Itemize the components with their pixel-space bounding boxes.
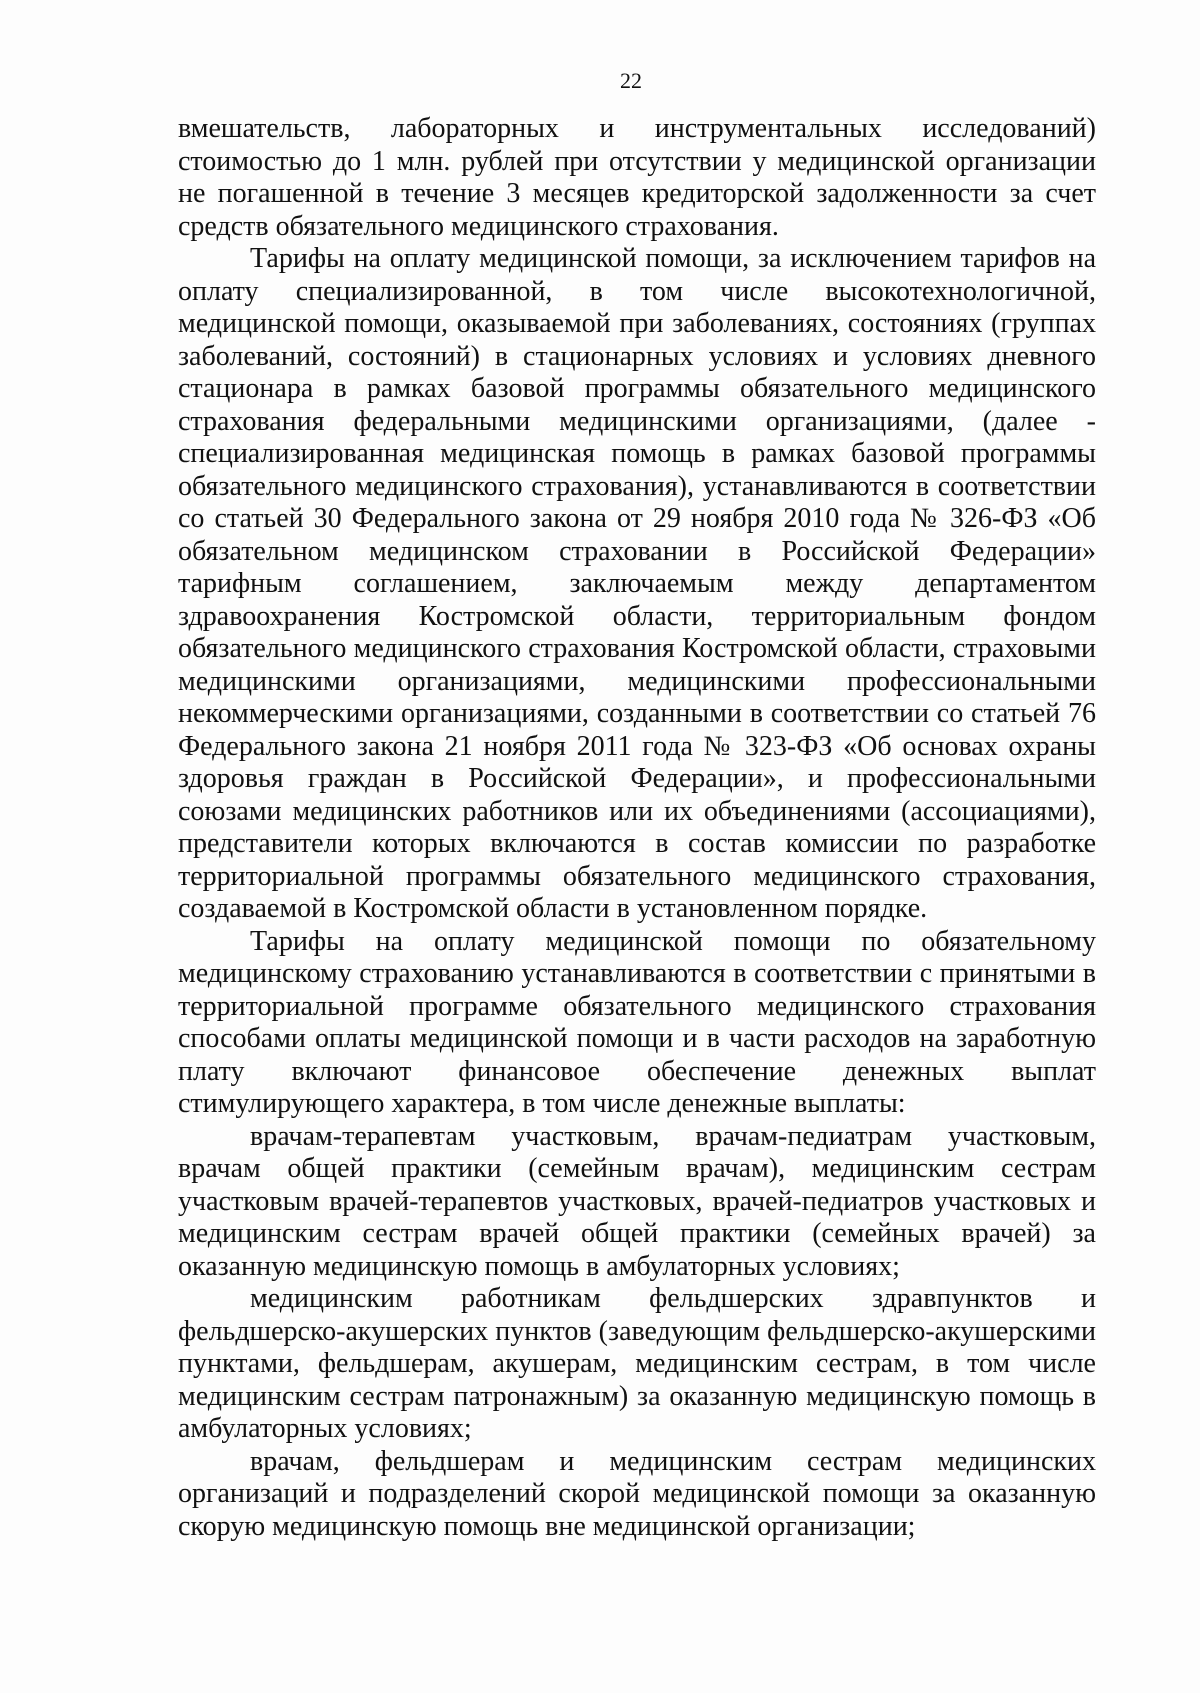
paragraph-tariffs-specialized: Тарифы на оплату медицинской помощи, за исключением тарифов на оплату специализированной, в том числе высокотехнологичной, медицинской помощи, оказываемой при заболеваниях, состояниях (группах заболеваний, состояний) в стационарных условиях и условиях дневного стационара в рамках базовой программы обязательного медицинского страхования федеральными медицинскими организациями, (далее - специализированная медицинская помощь в рамках базовой программы обязательного медицинского страхования), устанавливаются в соответствии со статьей 30 Федерального закона от 29 ноября 2010 года № 326-ФЗ «Об обязательном медицинском страховании в Российской Федерации» тарифным соглашением, заключаемым между департаментом здравоохранения Костромской области, территориальным фондом обязательного медицинского страхования Костромской области, страховыми медицинскими организациями, медицинскими профессиональными некоммерческими организациями, созданными в соответствии со статьей 76 Федерального закона 21 ноября 2011 года № 323-ФЗ «Об основах охраны здоровья граждан в Российской Федерации», и профессиональными союзами медицинских работников или их объединениями (ассоциациями), представители которых включаются в состав комиссии по разработке территориальной программы обязательного медицинского страхования, создаваемой в Костромской области в установленном порядке. <box>178 243 1096 924</box>
paragraph-ambulance-staff: врачам, фельдшерам и медицинским сестрам медицинских организаций и подразделений скорой медицинской помощи за оказанную скорую медицинскую помощь вне медицинской организации; <box>178 1445 1096 1542</box>
paragraph-tariffs-oms: Тарифы на оплату медицинской помощи по обязательному медицинскому страхованию устанавливаются в соответствии с принятыми в территориальной программе обязательного медицинского страхования способами оплаты медицинской помощи и в части расходов на заработную плату включают финансовое обеспечение денежных выплат стимулирующего характера, в том числе денежные выплаты: <box>178 925 1096 1119</box>
document-body <box>178 113 1096 1543</box>
paragraph-district-doctors: врачам-терапевтам участковым, врачам-педиатрам участковым, врачам общей практики (семейным врачам), медицинским сестрам участковым врачей-терапевтов участковых, врачей-педиатров участковых и медицинским сестрам врачей общей практики (семейных врачей) за оказанную медицинскую помощь в амбулаторных условиях; <box>178 1120 1096 1282</box>
paragraph-continuation: вмешательств, лабораторных и инструментальных исследований) стоимостью до 1 млн. рублей при отсутствии у медицинской организации не погашенной в течение 3 месяцев кредиторской задолженности за счет средств обязательного медицинского страхования. <box>178 113 1096 242</box>
paragraph-feldsher-points: медицинским работникам фельдшерских здравпунктов и фельдшерско-акушерских пунктов (заведующим фельдшерско-акушерскими пунктами, фельдшерам, акушерам, медицинским сестрам, в том числе медицинским сестрам патронажным) за оказанную медицинскую помощь в амбулаторных условиях; <box>178 1283 1096 1444</box>
page-number: 22 <box>620 68 642 93</box>
